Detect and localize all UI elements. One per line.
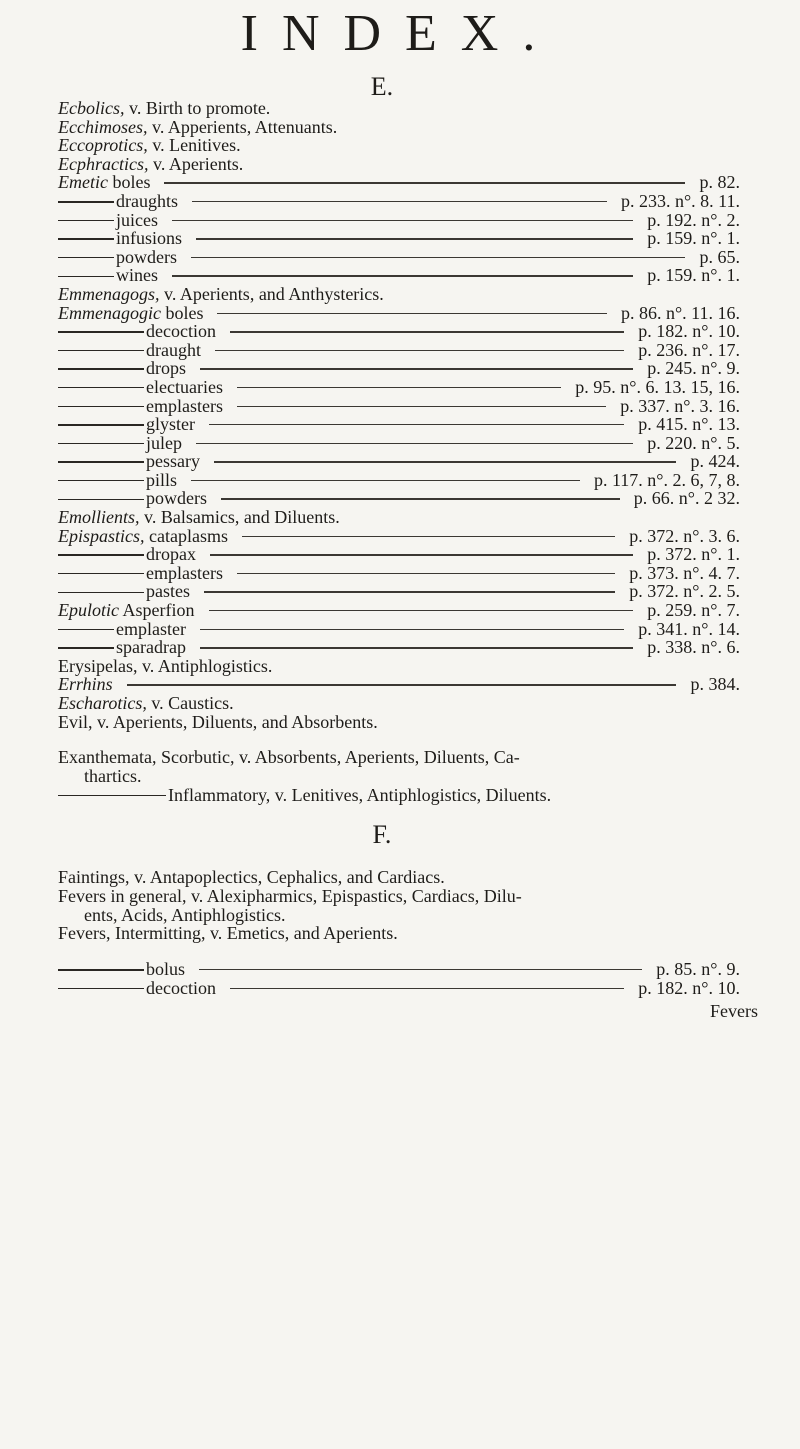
index-entry <box>58 471 778 490</box>
entry-text <box>58 359 186 378</box>
page-reference: p. 338. n°. 6. <box>647 637 740 658</box>
entry-text <box>58 582 190 601</box>
index-entry <box>58 248 778 267</box>
page-reference: p. 117. n°. 2. 6, 7, 8. <box>593 469 740 490</box>
leader-line <box>209 610 633 611</box>
index-entry <box>58 960 778 979</box>
index-entry <box>58 527 778 546</box>
leader-line <box>237 387 561 388</box>
leader-line <box>200 629 624 630</box>
entry-rest: powders <box>116 246 177 267</box>
paragraph-faintings <box>58 868 778 887</box>
entry-rest: decoction <box>146 977 216 998</box>
leader-line <box>230 988 624 989</box>
page-reference: p. 372. n°. 2. 5. <box>629 581 740 602</box>
leader-line <box>164 182 685 183</box>
entry-text <box>58 489 207 508</box>
index-entry <box>58 545 778 564</box>
ditto-dash <box>58 443 144 444</box>
entry-text <box>58 378 223 397</box>
entry-text <box>58 675 113 694</box>
entry-text <box>58 545 196 564</box>
paragraph-inflammatory <box>58 786 778 805</box>
entry-rest: drops <box>146 358 186 379</box>
paragraph-fevers-intermitting <box>58 924 778 943</box>
index-entry <box>58 118 778 137</box>
paragraph-line: Fevers in general, v. Alexipharmics, Epispastics, Cardiacs, Dilu- <box>58 885 522 906</box>
entry-term: Ecphractics, <box>58 153 149 174</box>
entry-rest: pills <box>146 469 178 490</box>
entry-term: Ecchimoses, <box>58 116 148 137</box>
section-e-paragraphs <box>58 748 778 804</box>
leader-line <box>217 313 607 314</box>
leader-line <box>242 536 615 537</box>
entry-text <box>58 173 150 192</box>
entry-rest: wines <box>116 265 158 286</box>
entry-rest: v. Birth to promote. <box>124 98 271 118</box>
paragraph-line: Inflammatory, v. Lenitives, Antiphlogistics, Diluents. <box>168 784 552 805</box>
ditto-dash <box>58 573 144 574</box>
entry-term: Emmenagogs, <box>58 283 160 304</box>
ditto-dash <box>58 554 144 555</box>
entry-rest: v. Caustics. <box>146 693 234 713</box>
page-reference: p. 233. n°. 8. 11. <box>620 190 740 211</box>
entry-rest: infusions <box>116 228 183 249</box>
entry-text <box>58 266 158 285</box>
leader-line <box>237 406 606 407</box>
page-reference: p. 65. <box>699 246 740 267</box>
ditto-dash <box>58 647 114 648</box>
index-entry <box>58 359 778 378</box>
entry-term: Emollients, <box>58 507 140 528</box>
leader-line <box>221 498 620 499</box>
entry-text <box>58 601 195 620</box>
ditto-dash <box>58 201 114 202</box>
paragraph-line: Fevers, Intermitting, v. Emetics, and Aperients. <box>58 923 398 944</box>
entry-rest: decoction <box>146 321 216 342</box>
entry-rest: juices <box>116 209 158 230</box>
page-reference: p. 424. <box>690 451 740 472</box>
page-reference: p. 95. n°. 6. 13. 15, 16. <box>575 376 740 397</box>
leader-line <box>200 368 633 369</box>
entry-rest: glyster <box>146 414 195 435</box>
paragraph-line: Faintings, v. Antapoplectics, Cephalics, and Cardiacs. <box>58 867 445 887</box>
index-entry <box>58 397 778 416</box>
leader-line <box>204 591 615 592</box>
entry-term: Epulotic <box>58 600 119 621</box>
index-entry <box>58 694 778 713</box>
index-entry <box>58 582 778 601</box>
index-entry <box>58 155 778 174</box>
ditto-dash <box>58 257 114 258</box>
index-entry <box>58 378 778 397</box>
entry-text <box>58 508 340 527</box>
entry-text <box>58 471 177 490</box>
section-f-paragraphs <box>58 868 778 943</box>
index-entry <box>58 211 778 230</box>
page-reference: p. 159. n°. 1. <box>647 265 740 286</box>
section-f-entries <box>58 960 778 997</box>
entry-rest: emplasters <box>146 395 223 416</box>
entry-rest: electuaries <box>146 376 223 397</box>
page-reference: p. 384. <box>690 674 740 695</box>
entry-term: Epispastics, <box>58 525 145 546</box>
entry-text <box>58 452 200 471</box>
index-entry <box>58 713 778 732</box>
page-reference: p. 236. n°. 17. <box>638 339 740 360</box>
ditto-dash <box>58 629 114 630</box>
index-entry <box>58 452 778 471</box>
entry-term: Emmenagogic <box>58 302 161 323</box>
entry-rest: boles <box>107 172 151 193</box>
ditto-dash <box>58 220 114 221</box>
entry-rest: Asperfion <box>119 600 195 621</box>
catchword: Fevers <box>710 1001 758 1021</box>
index-entry <box>58 620 778 639</box>
entry-rest: v. Aperients. <box>148 153 244 174</box>
entry-rest: Erysipelas, v. Antiphlogistics. <box>58 655 273 676</box>
ditto-dash <box>58 331 144 332</box>
entry-rest: pastes <box>146 581 190 602</box>
leader-line <box>215 350 624 351</box>
index-entry <box>58 979 778 998</box>
ditto-dash <box>58 368 144 369</box>
entry-term: Ecbolics, <box>58 98 125 118</box>
paragraph-continuation: thartics. <box>84 765 142 786</box>
entry-text <box>58 620 186 639</box>
leader-line <box>210 554 633 555</box>
entry-rest: draughts <box>116 190 178 211</box>
entry-rest: emplasters <box>146 562 223 583</box>
entry-rest: boles <box>160 302 204 323</box>
entry-term: Errhins <box>58 674 113 695</box>
index-entry <box>58 285 778 304</box>
ditto-dash <box>58 276 114 277</box>
entry-rest: powders <box>146 488 207 509</box>
leader-line <box>191 480 580 481</box>
entry-text <box>58 979 216 998</box>
leader-line <box>191 257 685 258</box>
entry-text <box>58 713 378 732</box>
entry-text <box>58 248 177 267</box>
entry-text <box>58 304 203 323</box>
ditto-dash <box>58 592 144 593</box>
entry-text <box>58 341 201 360</box>
leader-line <box>192 201 607 202</box>
index-entry <box>58 489 778 508</box>
index-entry <box>58 508 778 527</box>
index-entry <box>58 675 778 694</box>
page-reference: p. 372. n°. 3. 6. <box>629 525 740 546</box>
ditto-dash <box>58 480 144 481</box>
entry-text <box>58 211 158 230</box>
leader-line <box>237 573 615 574</box>
index-entry <box>58 434 778 453</box>
page-header: INDEX. <box>240 5 560 62</box>
paragraph-line: Exanthemata, Scorbutic, v. Absorbents, Aperients, Diluents, Ca- <box>58 747 520 767</box>
paragraph-fevers-general <box>58 887 778 925</box>
entry-term: Emetic <box>58 172 108 193</box>
entry-rest: cataplasms <box>144 525 228 546</box>
leader-line <box>172 220 633 221</box>
page-reference: p. 182. n°. 10. <box>638 321 740 342</box>
index-entry <box>58 341 778 360</box>
index-entry <box>58 173 778 192</box>
index-entry <box>58 229 778 248</box>
page-reference: p. 372. n°. 1. <box>647 544 740 565</box>
page-reference: p. 415. n°. 13. <box>638 414 740 435</box>
section-e-entries <box>58 99 778 731</box>
entry-rest: Evil, v. Aperients, Diluents, and Absorbents. <box>58 711 378 732</box>
page-reference: p. 259. n°. 7. <box>647 600 740 621</box>
index-entry <box>58 415 778 434</box>
entry-text <box>58 397 223 416</box>
entry-term: Escharotics, <box>58 693 147 713</box>
index-entry <box>58 99 778 118</box>
leader-line <box>209 424 624 425</box>
entry-rest: dropax <box>146 544 196 565</box>
ditto-dash <box>58 238 114 239</box>
index-entry <box>58 638 778 657</box>
leader-line <box>199 969 642 970</box>
paragraph-exanthemata <box>58 748 778 786</box>
paragraph-continuation: ents, Acids, Antiphlogistics. <box>84 904 286 925</box>
entry-text <box>58 564 223 583</box>
entry-text <box>58 99 270 118</box>
entry-term: Eccoprotics, <box>58 135 148 156</box>
index-entry <box>58 266 778 285</box>
leader-line <box>196 238 633 239</box>
leader-line <box>172 275 633 276</box>
index-entry <box>58 601 778 620</box>
leader-line <box>200 647 633 648</box>
leader-line <box>230 331 624 332</box>
leader-line <box>214 461 676 462</box>
ditto-dash <box>58 988 144 989</box>
ditto-dash <box>58 969 144 970</box>
index-entry <box>58 192 778 211</box>
page-reference: p. 192. n°. 2. <box>647 209 740 230</box>
section-letter-f: F. <box>372 820 392 849</box>
entry-text <box>58 136 241 155</box>
entry-text <box>58 960 185 979</box>
ditto-dash <box>58 499 144 500</box>
entry-rest: v. Aperients, and Anthysterics. <box>159 283 384 304</box>
ditto-dash <box>58 350 144 351</box>
entry-text <box>58 527 228 546</box>
entry-rest: emplaster <box>116 618 186 639</box>
entry-text <box>58 322 216 341</box>
entry-text <box>58 694 234 713</box>
ditto-dash <box>58 424 144 425</box>
entry-text <box>58 155 243 174</box>
entry-rest: v. Lenitives. <box>147 135 241 156</box>
entry-rest: pessary <box>146 451 200 472</box>
entry-rest: draught <box>146 339 201 360</box>
entry-text <box>58 192 178 211</box>
page-reference: p. 182. n°. 10. <box>638 977 740 998</box>
index-entry <box>58 304 778 323</box>
entry-text <box>58 657 272 676</box>
entry-rest: bolus <box>146 959 186 979</box>
page-reference: p. 85. n°. 9. <box>656 959 740 979</box>
page-reference: p. 82. <box>699 172 740 193</box>
entry-rest: julep <box>146 432 182 453</box>
ditto-dash <box>58 387 144 388</box>
page-reference: p. 373. n°. 4. 7. <box>629 562 740 583</box>
page-reference: p. 159. n°. 1. <box>647 228 740 249</box>
section-letter-e: E. <box>370 72 394 101</box>
index-entry <box>58 657 778 676</box>
page-reference: p. 86. n°. 11. 16. <box>620 302 740 323</box>
index-entry <box>58 136 778 155</box>
page-reference: p. 337. n°. 3. 16. <box>620 395 740 416</box>
index-entry <box>58 322 778 341</box>
entry-text <box>58 285 384 304</box>
entry-text <box>58 434 182 453</box>
entry-text <box>58 415 195 434</box>
entry-rest: v. Balsamics, and Diluents. <box>139 507 340 528</box>
entry-rest: v. Apperients, Attenuants. <box>147 116 338 137</box>
page-reference: p. 245. n°. 9. <box>647 358 740 379</box>
index-entry <box>58 564 778 583</box>
page-reference: p. 341. n°. 14. <box>638 618 740 639</box>
leader-line <box>127 684 676 685</box>
ditto-dash <box>58 461 144 462</box>
entry-rest: sparadrap <box>116 637 186 658</box>
leader-line <box>196 443 633 444</box>
entry-text <box>58 118 337 137</box>
entry-text <box>58 638 186 657</box>
page-reference: p. 220. n°. 5. <box>647 432 740 453</box>
entry-text <box>58 229 182 248</box>
page-reference: p. 66. n°. 2 32. <box>633 488 740 509</box>
ditto-dash <box>58 406 144 407</box>
